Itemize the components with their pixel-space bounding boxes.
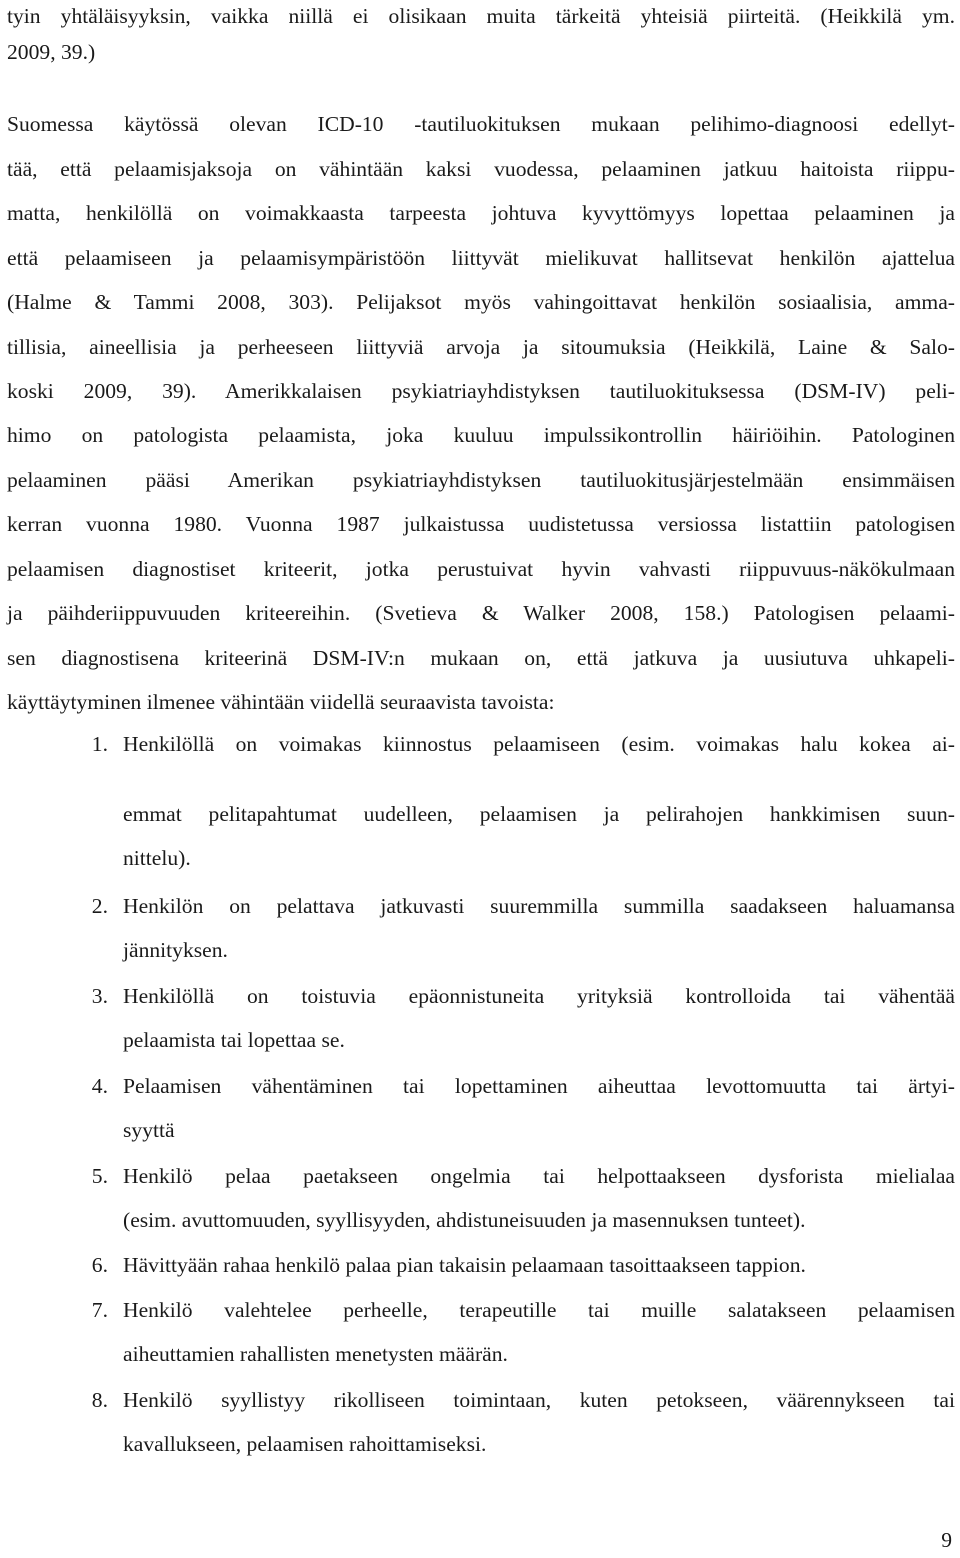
- list-item-line: (esim. avuttomuuden, syyllisyyden, ahdistuneisuuden ja masennuksen tunteet).: [123, 1208, 806, 1232]
- intro-line-1: tyin yhtäläisyyksin, vaikka niillä ei olisikaan muita tärkeitä yhteisiä piirteitä. (Heikkilä ym.: [7, 4, 955, 28]
- list-item-number: 8.: [91, 1388, 108, 1412]
- paragraph-line: että pelaamiseen ja pelaamisympäristöön liittyvät mielikuvat hallitsevat henkilön ajattelua: [7, 246, 955, 270]
- paragraph-line: koski 2009, 39). Amerikkalaisen psykiatriayhdistyksen tautiluokituksessa (DSM-IV) peli-: [7, 379, 955, 403]
- list-item-line: pelaamista tai lopettaa se.: [123, 1028, 345, 1052]
- list-item-line: aiheuttamien rahallisten menetysten määrän.: [123, 1342, 508, 1366]
- paragraph-line: pelaamisen diagnostiset kriteerit, jotka perustuivat hyvin vahvasti riippuvuus-näkökulmaan: [7, 557, 955, 581]
- paragraph-line: kerran vuonna 1980. Vuonna 1987 julkaistussa uudistetussa versiossa listattiin patologisen: [7, 512, 955, 536]
- list-item-line: Pelaamisen vähentäminen tai lopettaminen aiheuttaa levottomuutta tai ärtyi-: [123, 1074, 955, 1098]
- paragraph-line: käyttäytyminen ilmenee vähintään viidellä seuraavista tavoista:: [7, 690, 555, 714]
- paragraph-line: matta, henkilöllä on voimakkaasta tarpeesta johtuva kyvyttömyys lopettaa pelaaminen ja: [7, 201, 955, 225]
- paragraph-line: ja päihderiippuvuuden kriteereihin. (Svetieva & Walker 2008, 158.) Patologisen pelaami-: [7, 601, 955, 625]
- list-item-number: 5.: [91, 1164, 108, 1188]
- list-item-line: kavallukseen, pelaamisen rahoittamiseksi.: [123, 1432, 487, 1456]
- list-item-number: 3.: [91, 984, 108, 1008]
- list-item-line: jännityksen.: [123, 938, 228, 962]
- list-item-line: syyttä: [123, 1118, 175, 1142]
- intro-line-2: 2009, 39.): [7, 40, 96, 64]
- list-item-line: Hävittyään rahaa henkilö palaa pian takaisin pelaamaan tasoittaakseen tappion.: [123, 1253, 806, 1277]
- page-number: 9: [941, 1528, 952, 1552]
- paragraph-line: sen diagnostisena kriteerinä DSM-IV:n mukaan on, että jatkuva ja uusiutuva uhkapeli-: [7, 646, 955, 670]
- list-item-line: Henkilöllä on toistuvia epäonnistuneita yrityksiä kontrolloida tai vähentää: [123, 984, 955, 1008]
- list-item-line: Henkilön on pelattava jatkuvasti suuremmilla summilla saadakseen haluamansa: [123, 894, 955, 918]
- list-item-line: emmat pelitapahtumat uudelleen, pelaamisen ja pelirahojen hankkimisen suun-: [123, 802, 955, 826]
- paragraph-line: himo on patologista pelaamista, joka kuuluu impulssikontrollin häiriöihin. Patologinen: [7, 423, 955, 447]
- paragraph-line: pelaaminen pääsi Amerikan psykiatriayhdistyksen tautiluokitusjärjestelmään ensimmäisen: [7, 468, 955, 492]
- list-item-number: 1.: [91, 732, 108, 756]
- paragraph-line: (Halme & Tammi 2008, 303). Pelijaksot myös vahingoittavat henkilön sosiaalisia, amma-: [7, 290, 955, 314]
- list-item-line: nittelu).: [123, 846, 191, 870]
- list-item-line: Henkilö pelaa paetakseen ongelmia tai helpottaakseen dysforista mielialaa: [123, 1164, 955, 1188]
- paragraph-line: Suomessa käytössä olevan ICD-10 -tautiluokituksen mukaan pelihimo-diagnoosi edellyt-: [7, 112, 955, 136]
- list-item-line: Henkilöllä on voimakas kiinnostus pelaamiseen (esim. voimakas halu kokea ai-: [123, 732, 955, 756]
- list-item-number: 2.: [91, 894, 108, 918]
- list-item-line: Henkilö valehtelee perheelle, terapeutille tai muille salatakseen pelaamisen: [123, 1298, 955, 1322]
- list-item-line: Henkilö syyllistyy rikolliseen toimintaan, kuten petokseen, väärennykseen tai: [123, 1388, 955, 1412]
- paragraph-line: tillisia, aineellisia ja perheeseen liittyviä arvoja ja sitoumuksia (Heikkilä, Laine & Salo-: [7, 335, 955, 359]
- list-item-number: 7.: [91, 1298, 108, 1322]
- list-item-number: 6.: [91, 1253, 108, 1277]
- paragraph-line: tää, että pelaamisjaksoja on vähintään kaksi vuodessa, pelaaminen jatkuu haitoista riippu-: [7, 157, 955, 181]
- list-item-number: 4.: [91, 1074, 108, 1098]
